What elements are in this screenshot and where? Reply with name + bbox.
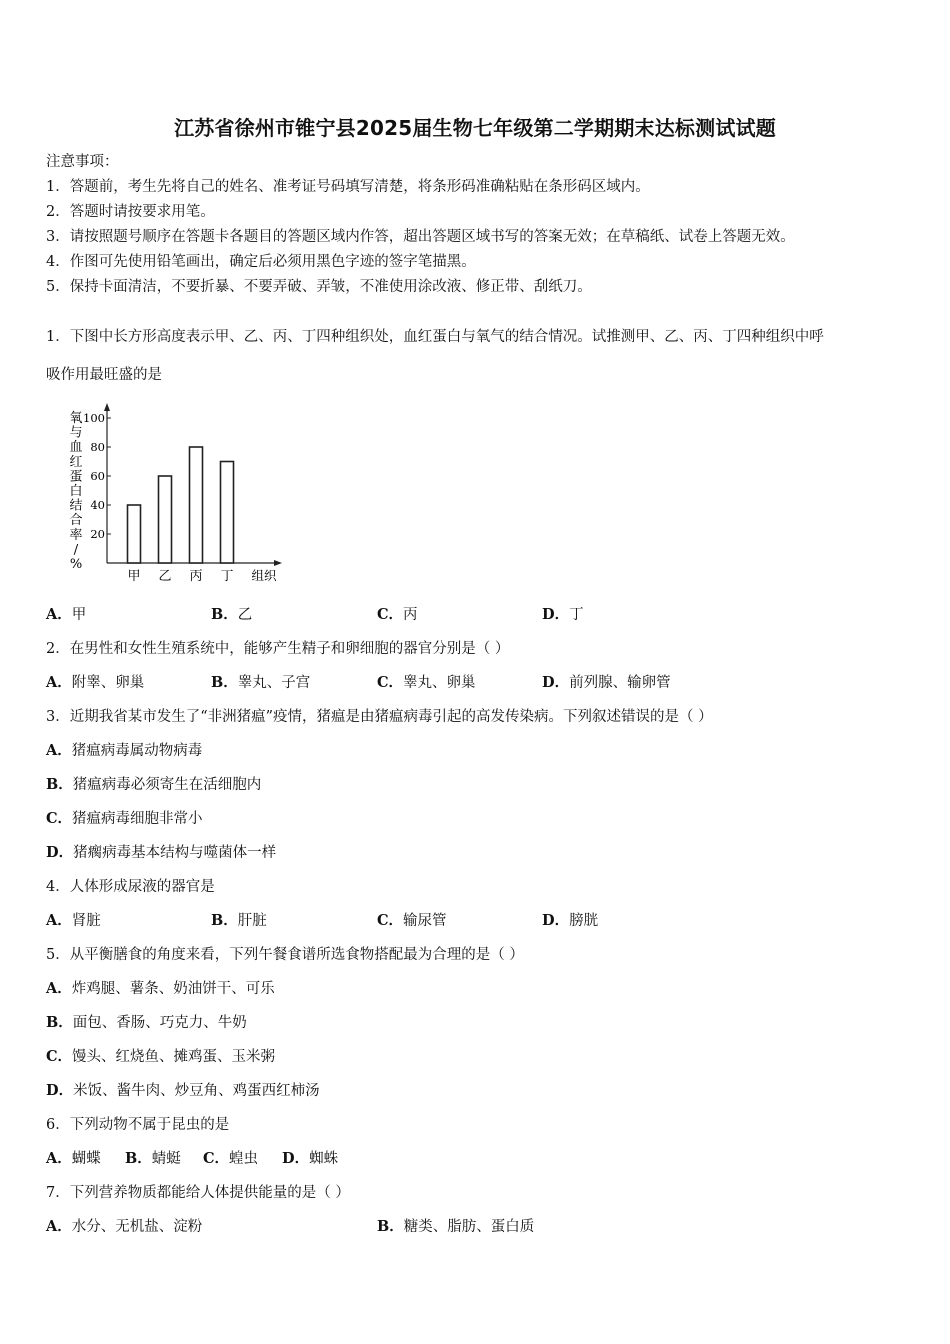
q1-option-d[interactable] bbox=[542, 605, 584, 625]
option-label: C． bbox=[203, 1150, 230, 1167]
q6-stem: 6．下列动物不属于昆虫的是 bbox=[46, 1117, 230, 1133]
option-text: 水分、无机盐、淀粉 bbox=[71, 1219, 203, 1235]
q4-option-b[interactable] bbox=[211, 911, 267, 931]
q3-stem: 3．近期我省某市发生了“非洲猪瘟”疫情，猪瘟是由猪瘟病毒引起的高发传染病。下列叙述错误的是（ ） bbox=[46, 709, 713, 725]
q4-option-d[interactable] bbox=[542, 911, 598, 931]
option-label: A． bbox=[46, 912, 72, 929]
q2-option-a[interactable] bbox=[46, 673, 144, 693]
bar-4 bbox=[221, 462, 234, 564]
q6-option-c[interactable] bbox=[203, 1149, 258, 1169]
option-text: 猪瘟病毒属动物病毒 bbox=[71, 743, 203, 759]
option-label: C． bbox=[46, 810, 73, 827]
option-text: 猪瘸病毒基本结构与噬菌体一样 bbox=[73, 845, 277, 861]
q4-option-c[interactable] bbox=[377, 911, 447, 931]
option-text: 乙 bbox=[237, 607, 253, 623]
option-label: B． bbox=[211, 674, 238, 691]
option-label: A． bbox=[46, 674, 72, 691]
option-label: C． bbox=[377, 674, 404, 691]
notice-heading: 注意事项： bbox=[46, 154, 119, 170]
option-text: 前列腺、输卵管 bbox=[569, 675, 671, 691]
option-text: 肝脏 bbox=[237, 913, 267, 929]
option-label: D． bbox=[46, 1082, 74, 1099]
option-label: C． bbox=[377, 912, 404, 929]
bar-1 bbox=[128, 505, 141, 563]
option-text: 甲 bbox=[71, 607, 87, 623]
option-text: 米饭、酱牛肉、炒豆角、鸡蛋西红柿汤 bbox=[73, 1083, 320, 1099]
q2-option-c[interactable] bbox=[377, 673, 476, 693]
category-label: 乙 bbox=[158, 569, 172, 584]
option-label: C． bbox=[377, 606, 404, 623]
option-text: 膀胱 bbox=[569, 913, 599, 929]
option-label: D． bbox=[542, 606, 570, 623]
option-label: B． bbox=[46, 1014, 73, 1031]
q6-option-a[interactable] bbox=[46, 1149, 101, 1169]
y-tick-label: 20 bbox=[90, 527, 105, 541]
page-title: 江苏省徐州市锥宁县2025届生物七年级第二学期期末达标测试试题 bbox=[174, 116, 776, 140]
category-label: 丁 bbox=[220, 569, 234, 584]
option-text: 丙 bbox=[403, 607, 418, 623]
q3-option-b[interactable] bbox=[46, 775, 261, 795]
option-label: B． bbox=[125, 1150, 152, 1167]
q3-option-c[interactable] bbox=[46, 809, 203, 829]
option-text: 睾丸、子宫 bbox=[237, 675, 311, 691]
option-text: 附睾、卵巢 bbox=[71, 675, 145, 691]
chart-xlabel: 组织 bbox=[251, 568, 277, 583]
option-label: D． bbox=[282, 1150, 310, 1167]
q7-option-a[interactable] bbox=[46, 1217, 202, 1237]
option-label: B． bbox=[377, 1218, 404, 1235]
option-label: A． bbox=[46, 980, 72, 997]
option-label: A． bbox=[46, 742, 72, 759]
option-label: D． bbox=[542, 912, 570, 929]
x-axis-arrow bbox=[274, 560, 282, 566]
q2-option-d[interactable] bbox=[542, 673, 671, 693]
q3-option-a[interactable] bbox=[46, 741, 202, 761]
q2-stem: 2．在男性和女性生殖系统中，能够产生精子和卵细胞的器官分别是（ ） bbox=[46, 641, 510, 657]
option-text: 馒头、红烧鱼、摊鸡蛋、玉米粥 bbox=[72, 1049, 276, 1065]
q1-bar-chart bbox=[62, 400, 292, 588]
notice-item: 2．答题时请按要求用笔。 bbox=[46, 204, 215, 220]
option-text: 蜘蛛 bbox=[309, 1151, 339, 1167]
notice-item: 4．作图可先使用铅笔画出，确定后必须用黑色字迹的签字笔描黑。 bbox=[46, 254, 476, 270]
option-text: 蝗虫 bbox=[229, 1151, 259, 1167]
option-text: 猪瘟病毒必须寄生在活细胞内 bbox=[72, 777, 262, 793]
option-text: 猪瘟病毒细胞非常小 bbox=[72, 811, 203, 827]
option-text: 输尿管 bbox=[403, 913, 447, 929]
option-label: A． bbox=[46, 1150, 72, 1167]
q5-option-a[interactable] bbox=[46, 979, 275, 999]
notice-item: 5．保持卡面清洁，不要折暴、不要弄破、弄皱，不准使用涂改液、修正带、刮纸刀。 bbox=[46, 279, 592, 295]
chart-ylabel: 氧与血红蛋白结合率/ % bbox=[69, 411, 83, 572]
q1-option-a[interactable] bbox=[46, 605, 86, 625]
y-axis-arrow bbox=[104, 403, 110, 411]
option-text: 蜻蜓 bbox=[151, 1151, 181, 1167]
q1-stem-line2: 吸作用最旺盛的是 bbox=[46, 367, 162, 383]
q5-option-c[interactable] bbox=[46, 1047, 275, 1067]
q7-option-b[interactable] bbox=[377, 1217, 534, 1237]
q6-option-d[interactable] bbox=[282, 1149, 338, 1169]
q5-option-d[interactable] bbox=[46, 1081, 320, 1101]
q4-stem: 4．人体形成尿液的器官是 bbox=[46, 879, 215, 895]
y-tick-label: 60 bbox=[90, 469, 105, 483]
option-text: 丁 bbox=[569, 607, 584, 623]
option-text: 炸鸡腿、薯条、奶油饼干、可乐 bbox=[71, 981, 275, 997]
category-label: 丙 bbox=[189, 569, 203, 584]
category-label: 甲 bbox=[127, 569, 141, 584]
bar-3 bbox=[190, 447, 203, 563]
option-label: B． bbox=[46, 776, 73, 793]
option-label: A． bbox=[46, 606, 72, 623]
option-label: D． bbox=[542, 674, 570, 691]
q1-option-c[interactable] bbox=[377, 605, 418, 625]
notice-item: 3．请按照题号顺序在答题卡各题目的答题区域内作答，超出答题区域书写的答案无效；在草稿纸、试卷上答题无效。 bbox=[46, 229, 795, 245]
option-label: B． bbox=[211, 606, 238, 623]
y-tick-label: 80 bbox=[90, 440, 105, 454]
y-tick-label: 100 bbox=[83, 411, 105, 425]
option-text: 糖类、脂肪、蛋白质 bbox=[403, 1219, 535, 1235]
option-text: 肾脏 bbox=[71, 913, 101, 929]
q6-option-b[interactable] bbox=[125, 1149, 181, 1169]
q3-option-d[interactable] bbox=[46, 843, 276, 863]
q2-option-b[interactable] bbox=[211, 673, 310, 693]
option-label: A． bbox=[46, 1218, 72, 1235]
q4-option-a[interactable] bbox=[46, 911, 101, 931]
q5-option-b[interactable] bbox=[46, 1013, 247, 1033]
q1-option-b[interactable] bbox=[211, 605, 252, 625]
option-label: D． bbox=[46, 844, 74, 861]
option-label: C． bbox=[46, 1048, 73, 1065]
notice-item: 1．答题前，考生先将自己的姓名、准考证号码填写清楚，将条形码准确粘贴在条形码区域内。 bbox=[46, 179, 650, 195]
option-label: B． bbox=[211, 912, 238, 929]
q5-stem: 5．从平衡膳食的角度来看，下列午餐食谱所选食物搭配最为合理的是（ ） bbox=[46, 947, 524, 963]
option-text: 面包、香肠、巧克力、牛奶 bbox=[72, 1015, 247, 1031]
option-text: 睾丸、卵巢 bbox=[403, 675, 476, 691]
q7-stem: 7．下列营养物质都能给人体提供能量的是（ ） bbox=[46, 1185, 350, 1201]
q1-stem-line1: 1．下图中长方形高度表示甲、乙、丙、丁四种组织处，血红蛋白与氧气的结合情况。试推测甲、乙、丙、丁四种组织中呼 bbox=[46, 329, 824, 345]
bar-2 bbox=[159, 476, 172, 563]
option-text: 蝴蝶 bbox=[71, 1151, 101, 1167]
y-tick-label: 40 bbox=[90, 498, 105, 512]
